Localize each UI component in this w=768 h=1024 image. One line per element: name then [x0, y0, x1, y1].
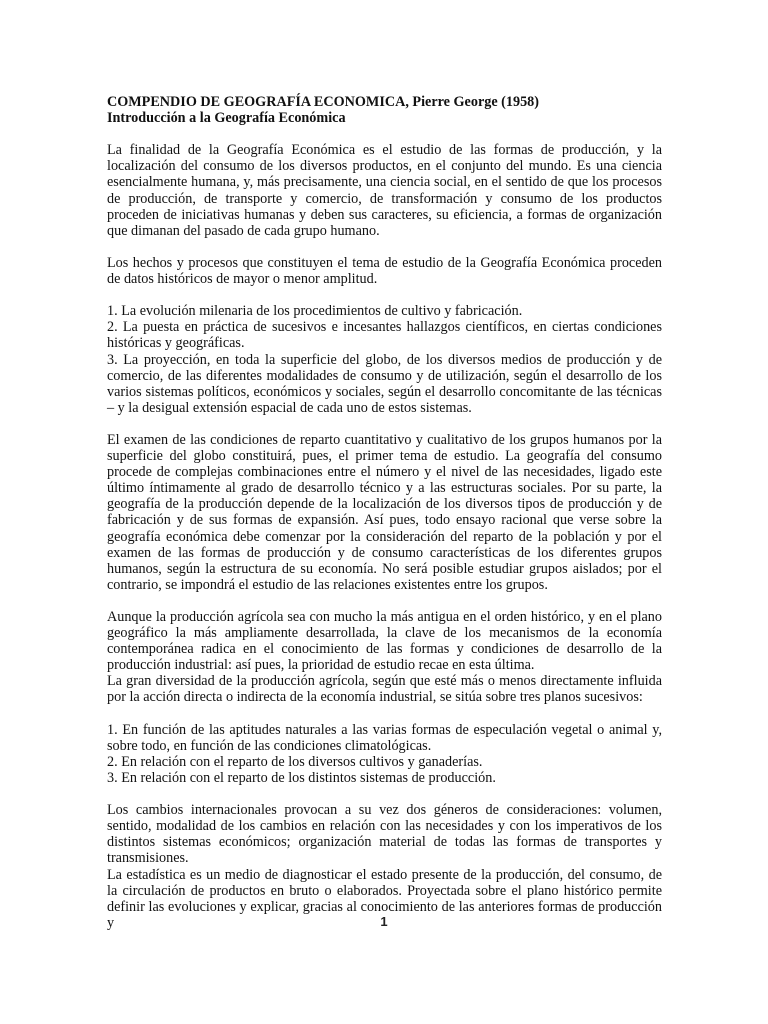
- list-item: 1. La evolución milenaria de los procedimientos de cultivo y fabricación.: [107, 303, 523, 320]
- document-title: COMPENDIO DE GEOGRAFÍA ECONOMICA, Pierre George (1958): [107, 94, 540, 110]
- paragraph-diversidad-agricola: La gran diversidad de la producción agrícola, según que esté más o menos directamente influida por la acción directa o indirecta de la economía industrial, se sitúa sobre tres planos sucesivos:: [107, 673, 662, 706]
- document-subtitle: Introducción a la Geografía Económica: [107, 110, 346, 127]
- list-item: 3. En relación con el reparto de los distintos sistemas de producción.: [107, 769, 496, 786]
- list-item: 2. En relación con el reparto de los diversos cultivos y ganaderías.: [107, 753, 483, 770]
- section-produccion: [107, 609, 662, 706]
- paragraph-examen-condiciones: El examen de las condiciones de reparto cuantitativo y cualitativo de los grupos humanos por la superficie del globo constituirá, pues, el primer tema de estudio. La geografía del consumo procede de complejas combinaciones entre el número y el nivel de las necesidades, ligado este último íntimamente al grado de desarrollo técnico y a las estructuras sociales. Por su parte, la geografía de la producción depende de la localización de los diversos tipos de producción y de fabricación y de sus formas de expansión. Así pues, todo ensayo racional que verse sobre la geografía económica debe comenzar por la consideración del reparto de la población y por el examen de las formas de producción y de consumo características de los diferentes grupos humanos, según la estructura de su economía. No será posible estudiar grupos aislados; por el contrario, se impondrá el estudio de las relaciones existentes entre los grupos.: [107, 431, 662, 593]
- paragraph-hechos-procesos: Los hechos y procesos que constituyen el tema de estudio de la Geografía Económica proceden de datos históricos de mayor o menor amplitud.: [107, 254, 662, 288]
- list-item: 3. La proyección, en toda la superficie del globo, de los diversos medios de producción y de comercio, de las diferentes modalidades de consumo y de utilización, según el desarrollo de los varios sistemas políticos, económicos y sociales, según el desarrollo concomitante de las técnicas – y la desigual extensión espacial de cada uno de estos sistemas.: [107, 351, 662, 416]
- list-datos-historicos: [107, 303, 662, 416]
- paragraph-cambios-internacionales: Los cambios internacionales provocan a su vez dos géneros de consideraciones: volumen, sentido, modalidad de los cambios en relación con las necesidades y con los imperativos de los distintos sistemas económicos; organización material de todas las formas de transportes y transmisiones.: [107, 802, 662, 867]
- section-cambios-estadistica: [107, 802, 662, 931]
- paragraph-estadistica: La estadística es un medio de diagnosticar el estado presente de la producción, del consumo, de la circulación de productos en bruto o elaborados. Proyectada sobre el plano histórico permite definir las evoluciones y explicar, gracias al conocimiento de las anteriores formas de producción y: [107, 866, 662, 931]
- page-number: 1: [380, 914, 388, 929]
- paragraph-produccion-agricola: Aunque la producción agrícola sea con mucho la más antigua en el orden histórico, y en el plano geográfico la más ampliamente desarrollada, la clave de los mecanismos de la economía contemporánea radica en el conocimiento de las formas y condiciones de desarrollo de la producción industrial: así pues, la prioridad de estudio recae en esta última.: [107, 609, 662, 674]
- paragraph-finalidad: La finalidad de la Geografía Económica es el estudio de las formas de producción, y la localización del consumo de los diversos productos, en el conjunto del mundo. Es una ciencia esencialmente humana, y, más precisamente, una ciencia social, en el sentido de que los procesos de producción, de transporte y comercio, de transformación y consumo de los productos proceden de iniciativas humanas y deben sus caracteres, su eficiencia, a formas de organización que dimanan del pasado de cada grupo humano.: [107, 142, 662, 239]
- document-body: [107, 94, 662, 931]
- document-heading: [107, 94, 662, 126]
- list-item: 1. En función de las aptitudes naturales a las varias formas de especulación vegetal o animal y, sobre todo, en función de las condiciones climatológicas.: [107, 721, 662, 754]
- list-planos-sucesivos: [107, 722, 662, 786]
- list-item: 2. La puesta en práctica de sucesivos e incesantes hallazgos científicos, en ciertas condiciones históricas y geográficas.: [107, 319, 662, 352]
